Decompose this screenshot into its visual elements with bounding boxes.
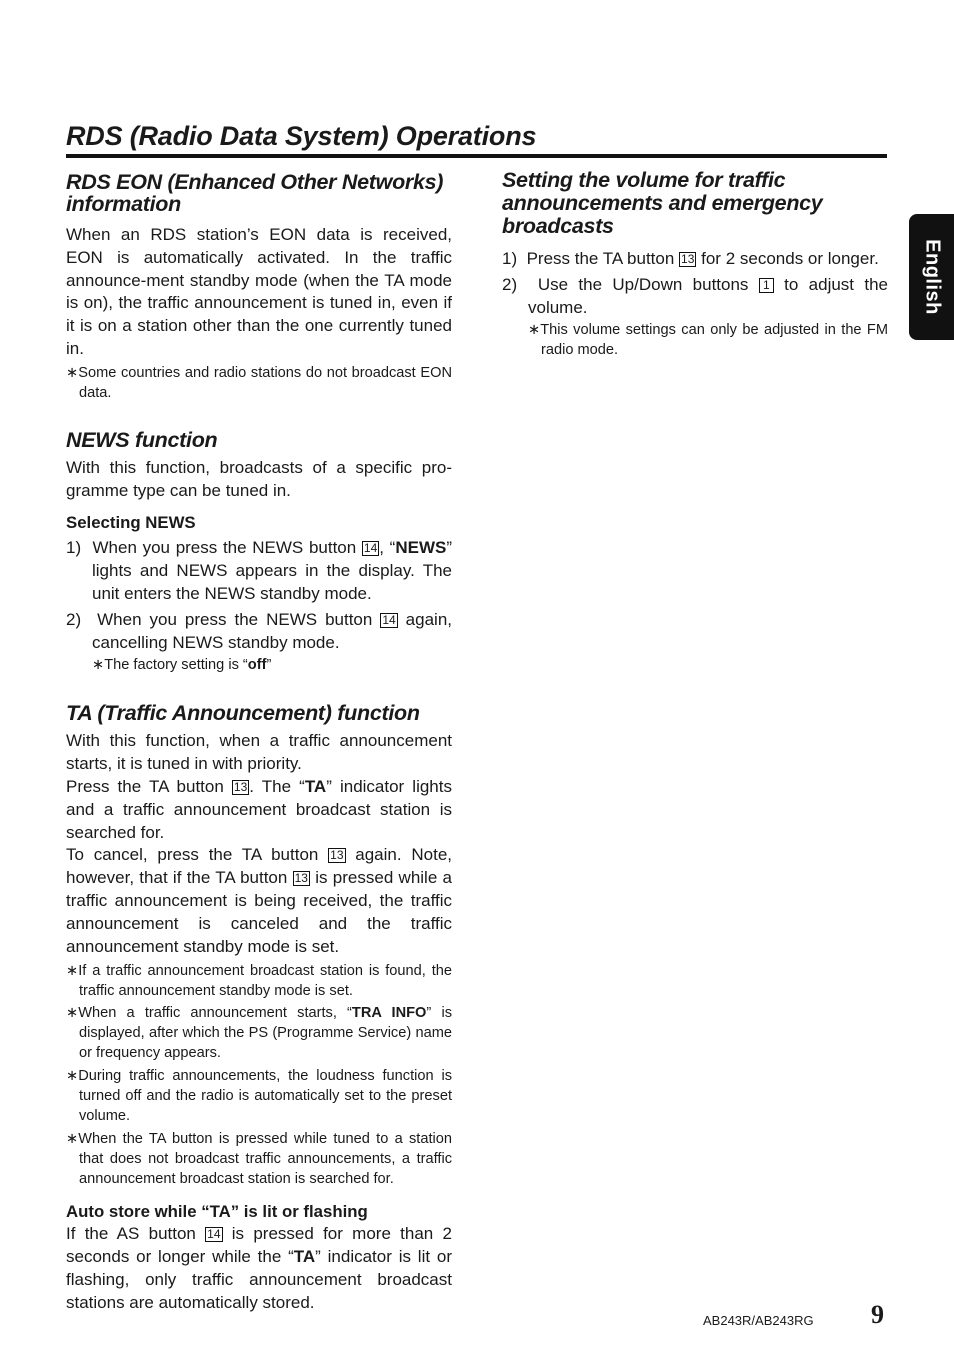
- ta-button-key: 13: [294, 871, 308, 886]
- ta-body-1: With this function, when a traffic announcement starts, it is tuned in with priority.: [66, 731, 452, 774]
- news-button-key: 14: [382, 612, 396, 627]
- news-indicator-text: NEWS: [395, 538, 447, 558]
- asterisk-marker: ∗: [66, 1131, 79, 1148]
- eon-note-text: Some countries and radio stations do not broadcast EON data.: [78, 364, 452, 401]
- note-text: ”: [266, 657, 272, 674]
- ta-heading: TA (Traffic Announcement) function: [66, 701, 420, 726]
- step-text: When you press the NEWS button: [97, 609, 381, 629]
- ta-button-key: 13: [233, 779, 248, 794]
- selecting-news-heading: Selecting NEWS: [66, 513, 196, 533]
- eon-body: When an RDS station’s EON data is received, EON is automatically activated. In the traffic announce-ment standby mode (when the TA mode is on), the traffic announcement is tuned in, even if it is on a station other than the one currently tuned in.: [66, 225, 452, 358]
- note-text: This volume settings can only be adjusted in the FM radio mode.: [540, 322, 888, 359]
- body-text: ” indicator lights and a traffic announcement broadcast station is searched for.: [66, 776, 452, 842]
- step-number: 2): [502, 274, 518, 294]
- left-column: [66, 171, 452, 1315]
- eon-heading: RDS EON (Enhanced Other Networks) information: [66, 170, 444, 216]
- page-title: RDS (Radio Data System) Operations: [66, 118, 887, 158]
- volume-steps: [502, 248, 888, 319]
- auto-store-heading: Auto store while “TA” is lit or flashing: [66, 1202, 368, 1222]
- right-column: [502, 169, 888, 360]
- model-number: AB243R/AB243RG: [703, 1313, 814, 1328]
- asterisk-marker: ∗: [66, 963, 79, 980]
- step-text: again, cancelling NEWS standby mode.: [92, 609, 452, 652]
- step-text: for 2 seconds or longer.: [696, 249, 879, 268]
- note-bold: TRA INFO: [351, 1005, 427, 1022]
- news-step-2: [66, 609, 452, 655]
- up-down-button-key: 1: [759, 278, 774, 293]
- news-steps: [66, 537, 452, 654]
- note-text: During traffic announcements, the loudness function is turned off and the radio is automatically set to the preset volume.: [78, 1068, 452, 1125]
- asterisk-marker: ∗: [92, 657, 105, 674]
- news-button-key: 14: [363, 541, 378, 556]
- body-text: To cancel, press the TA button: [66, 845, 329, 865]
- note-text: The factory setting is “: [104, 657, 248, 674]
- asterisk-marker: ∗: [66, 364, 79, 381]
- volume-step-1: [502, 248, 888, 271]
- step-number: 1): [502, 249, 518, 268]
- news-heading: NEWS function: [66, 427, 218, 452]
- step-number: 2): [66, 609, 82, 629]
- body-text: is pressed for more than 2 seconds or longer while the “: [66, 1224, 452, 1267]
- ta-note-2: [66, 1003, 452, 1063]
- body-text: If the AS button: [66, 1224, 206, 1244]
- news-step-1: [66, 537, 452, 605]
- step-text: , “: [379, 538, 396, 558]
- ta-note-3: [66, 1066, 452, 1126]
- note-text: ” is displayed, after which the PS (Programme Service) name or frequency appears.: [79, 1005, 452, 1062]
- note-text: When the TA button is pressed while tuned to a station that does not broadcast traffic announcements, a traffic announcement broadcast station is searched for.: [78, 1131, 452, 1188]
- ta-note-4: [66, 1129, 452, 1189]
- step-text: Use the Up/Down buttons: [537, 274, 759, 294]
- ta-body-3: [66, 844, 452, 958]
- news-body: With this function, broadcasts of a specific pro-gramme type can be tuned in.: [66, 457, 452, 500]
- step-number: 1): [66, 538, 82, 558]
- asterisk-marker: ∗: [66, 1068, 79, 1085]
- as-button-key: 14: [207, 1227, 221, 1242]
- volume-note: [502, 320, 888, 360]
- ta-button-key: 13: [681, 252, 695, 266]
- language-tab: [909, 214, 954, 340]
- language-tab-label: English: [921, 239, 943, 315]
- volume-heading: Setting the volume for traffic announcements and emergency broadcasts: [502, 168, 823, 238]
- page-number: 9: [871, 1300, 884, 1329]
- note-text: If a traffic announcement broadcast station is found, the traffic announcement standby mode is set.: [78, 963, 452, 1000]
- body-text: again. Note, however, that if the TA button: [66, 845, 452, 888]
- body-text: is pressed while a traffic announcement is being received, the traffic announcement is canceled and the traffic announcement standby mode is set.: [66, 868, 453, 956]
- note-bold: off: [247, 657, 267, 674]
- step-text: to adjust the volume.: [528, 274, 888, 317]
- step-text: Press the TA button: [526, 249, 680, 268]
- step-text: ” lights and NEWS appears in the display. The unit enters the NEWS standby mode.: [92, 538, 453, 603]
- ta-note-1: [66, 961, 452, 1001]
- auto-store-body: [66, 1223, 452, 1314]
- news-note: [66, 655, 452, 675]
- body-text: . The “: [249, 776, 305, 796]
- ta-indicator-text: TA: [304, 776, 327, 796]
- step-text: When you press the NEWS button: [92, 538, 362, 558]
- body-text: ” indicator is lit or flashing, only traffic announcement broadcast stations are automatically stored.: [66, 1247, 452, 1312]
- ta-indicator-text: TA: [293, 1247, 316, 1267]
- asterisk-marker: ∗: [66, 1005, 79, 1022]
- volume-step-2: [502, 274, 888, 320]
- asterisk-marker: ∗: [528, 322, 541, 339]
- ta-button-key: 13: [330, 848, 344, 863]
- body-text: Press the TA button: [66, 776, 232, 796]
- note-text: When a traffic announcement starts, “: [78, 1005, 352, 1022]
- eon-note: [66, 363, 452, 403]
- ta-body-2: [66, 776, 452, 844]
